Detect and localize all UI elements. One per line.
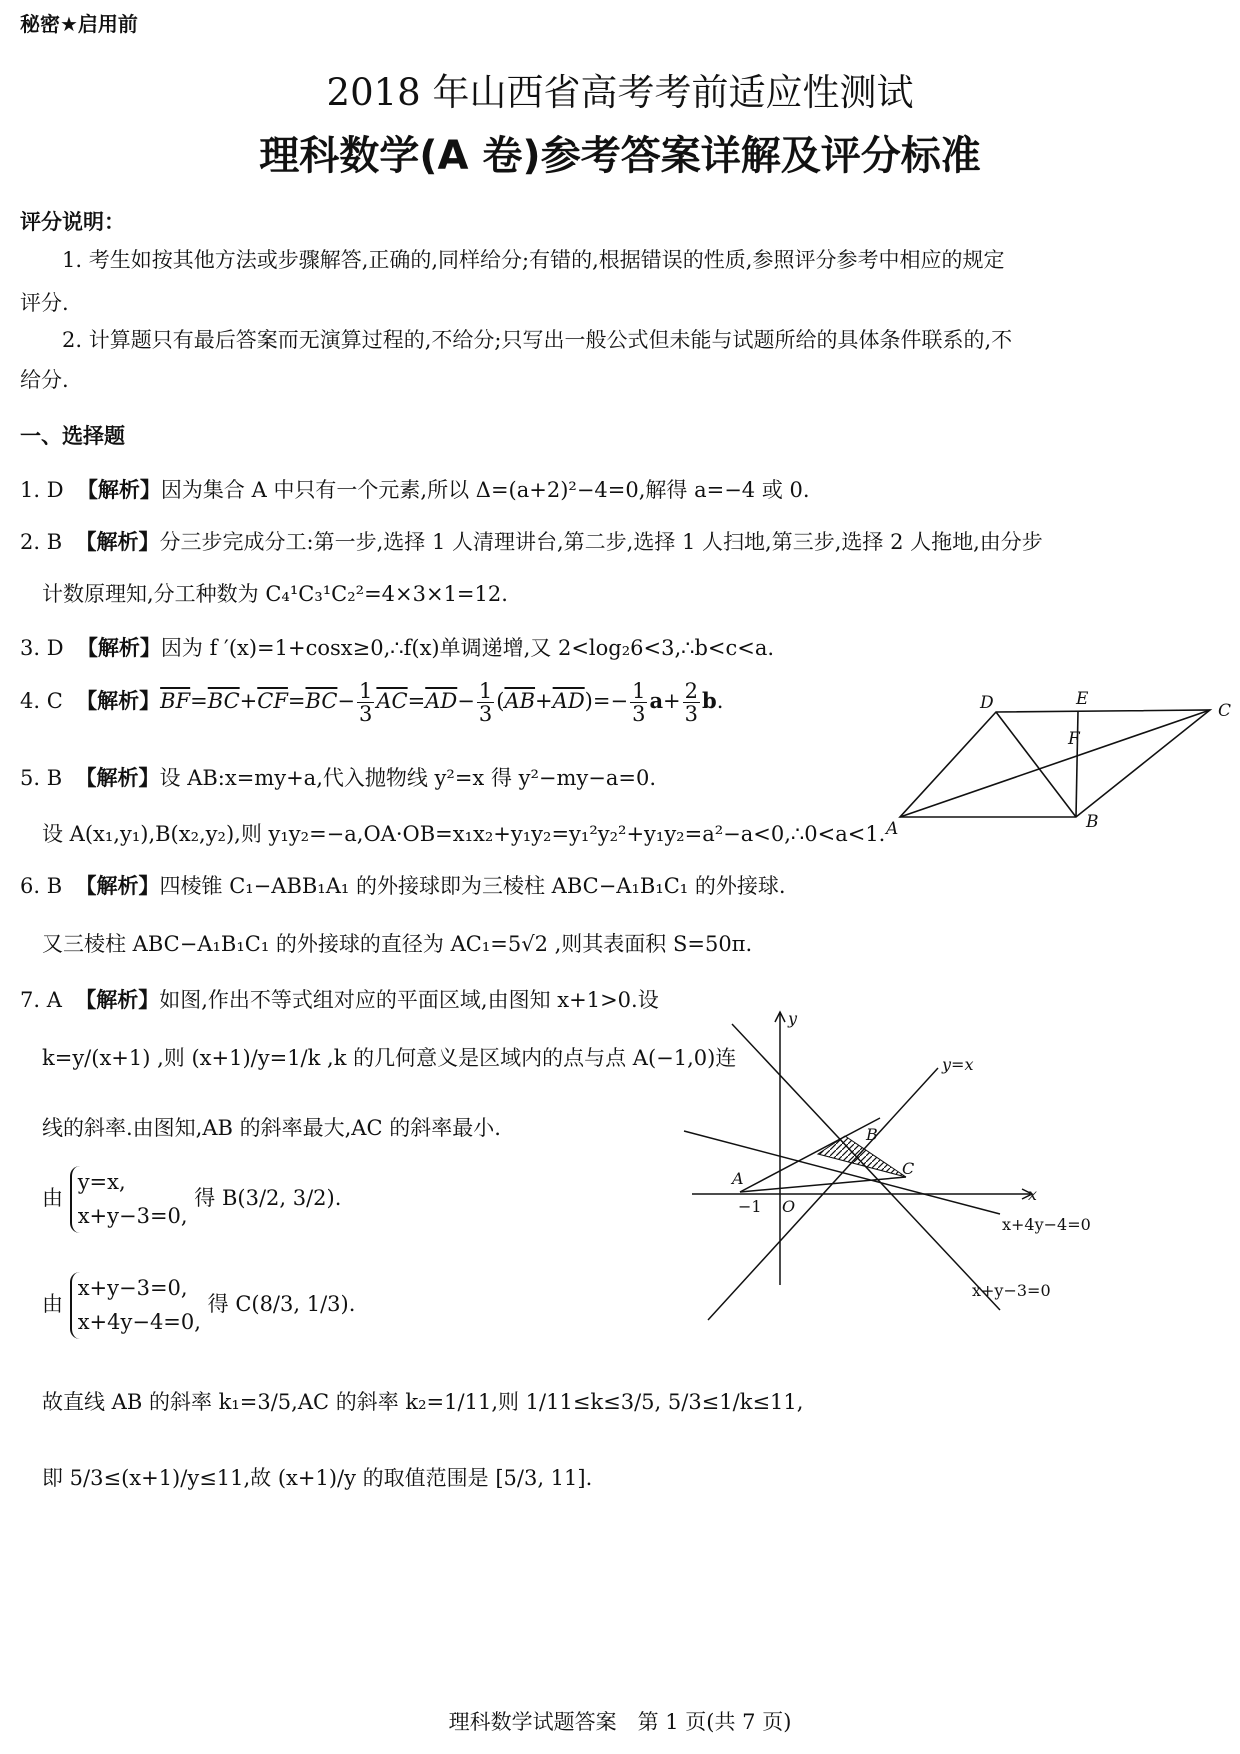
shaded-region: [818, 1136, 906, 1177]
q1-jiexi: 【解析】: [76, 478, 161, 502]
feasible-region-figure: [680, 1000, 1220, 1330]
y-axis-label: y: [788, 1009, 798, 1028]
q6-line2: 又三棱柱 ABC−A₁B₁C₁ 的外接球的直径为 AC₁=5√2 ,则其表面积 S=50π.: [42, 932, 753, 956]
q7-answer: 7. A: [20, 988, 62, 1012]
q7-sys1-eq2: x+y−3=0,: [77, 1203, 188, 1228]
question-7: [20, 984, 659, 1014]
q2-answer: 2. B: [20, 530, 63, 554]
grading-note-1: 1. 考生如按其他方法或步骤解答,正确的,同样给分;有错的,根据错误的性质,参照评分参考中相应的规定: [62, 248, 1005, 272]
q7-line2: k=y/(x+1) ,则 (x+1)/y=1/k ,k 的几何意义是区域内的点与点 A(−1,0)连: [42, 1046, 737, 1070]
point-b-label: B: [866, 1125, 878, 1144]
point-a-label: A: [732, 1169, 744, 1188]
q2-line2: 计数原理知,分工种数为 C₄¹C₃¹C₂²=4×3×1=12.: [42, 582, 508, 606]
q6-answer: 6. B: [20, 874, 63, 898]
q7-final: 即 5/3≤(x+1)/y≤11,故 (x+1)/y 的取值范围是 [5/3, 11].: [42, 1466, 593, 1490]
line-x4y-label: x+4y−4=0: [1002, 1215, 1091, 1234]
segment-db: [996, 712, 1076, 817]
q1-text: 因为集合 A 中只有一个元素,所以 Δ=(a+2)²−4=0,解得 a=−4 或 0.: [160, 478, 810, 502]
question-2: [20, 526, 1043, 556]
q3-jiexi: 【解析】: [76, 636, 161, 660]
q1-answer: 1. D: [20, 478, 64, 502]
section-heading-choice: 一、选择题: [20, 424, 125, 448]
question-1: [20, 474, 810, 504]
q3-text: 因为 f ′(x)=1+cosx≥0,∴f(x)单调递增,又 2<log₂6<3,∴b<c<a.: [160, 636, 775, 660]
q7-sys2-eq1: x+y−3=0,: [77, 1276, 188, 1300]
q7-system-c-brace: [70, 1272, 201, 1339]
q7-jiexi: 【解析】: [75, 988, 160, 1012]
q6-jiexi: 【解析】: [75, 874, 160, 898]
q5-answer: 5. B: [20, 766, 63, 790]
question-3: [20, 632, 774, 662]
question-5: [20, 762, 656, 792]
label-a: A: [886, 819, 899, 839]
grading-note-2: 2. 计算题只有最后答案而无演算过程的,不给分;只写出一般公式但未能与试题所给的具体条件联系的,不: [62, 328, 1013, 352]
line-yx-label: y=x: [942, 1055, 974, 1074]
q4-jiexi: 【解析】: [76, 689, 161, 714]
label-e: E: [1076, 689, 1089, 709]
x-axis-label: x: [1028, 1185, 1038, 1204]
q3-answer: 3. D: [20, 636, 64, 660]
q2-jiexi: 【解析】: [75, 530, 160, 554]
q7-slopes: 故直线 AB 的斜率 k₁=3/5,AC 的斜率 k₂=1/11,则 1/11≤k≤3/5, 5/3≤1/k≤11,: [42, 1390, 804, 1414]
q7-sys1-eq1: y=x,: [77, 1170, 126, 1194]
q6-line1: 四棱锥 C₁−ABB₁A₁ 的外接球即为三棱柱 ABC−A₁B₁C₁ 的外接球.: [159, 874, 786, 898]
q4-formula: $\overline{BF}=\overline{BC}+\overline{CF}=\overline{BC}-$ $\frac{1}{3}$ $\overline{AC}=\overline{AD}-$ $\frac{1}{3}$ $(\overline{AB}+\overline{AD})=-$ $\frac{1}{3}$ a+ $\frac{2}{3}$ b.: [160, 679, 724, 727]
q5-line2: 设 A(x₁,y₁),B(x₂,y₂),则 y₁y₂=−a,OA·OB=x₁x₂+y₁y₂=y₁²y₂²+y₁y₂=a²−a<0,∴0<a<1.: [42, 822, 886, 846]
q5-jiexi: 【解析】: [75, 766, 160, 790]
parallelogram-figure: [880, 680, 1240, 840]
q7-line3: 线的斜率.由图知,AB 的斜率最大,AC 的斜率最小.: [42, 1116, 501, 1140]
label-b: B: [1086, 812, 1099, 832]
grading-notes-heading: 评分说明：: [20, 210, 125, 234]
q7-line1: 如图,作出不等式组对应的平面区域,由图知 x+1>0.设: [159, 988, 659, 1012]
grading-note-2-cont: 给分.: [20, 368, 69, 392]
q7-system-b: 由 y=x, x+y−3=0, 得 B(3/2, 3/2).: [42, 1166, 341, 1233]
segment-be: [1076, 711, 1078, 817]
q7-sys2-eq2: x+4y−4=0,: [77, 1309, 201, 1334]
q7-result-b: 得 B(3/2, 3/2).: [194, 1186, 342, 1211]
q5-line1: 设 AB:x=my+a,代入抛物线 y²=x 得 y²−my−a=0.: [159, 766, 657, 790]
question-4: [20, 680, 723, 725]
page-subtitle: 理科数学(A 卷)参考答案详解及评分标准: [259, 133, 981, 179]
grading-note-1-cont: 评分.: [20, 291, 69, 315]
label-f: F: [1068, 729, 1080, 749]
line-xy3-label: x+y−3=0: [972, 1281, 1051, 1300]
page-footer: 理科数学试题答案 第 1 页(共 7 页): [448, 1710, 792, 1734]
question-6: [20, 870, 786, 900]
q7-result-c: 得 C(8/3, 1/3).: [207, 1292, 356, 1317]
label-c: C: [1218, 701, 1232, 721]
origin-label: O: [782, 1197, 796, 1216]
q4-answer: 4. C: [20, 689, 63, 714]
page-title: 2018 年山西省高考考前适应性测试: [326, 71, 914, 114]
label-d: D: [980, 693, 994, 713]
tick-neg1-label: −1: [738, 1197, 762, 1216]
point-c-label: C: [902, 1159, 915, 1178]
q7-system-c: 由 x+y−3=0, x+4y−4=0, 得 C(8/3, 1/3).: [42, 1272, 355, 1339]
q7-system-b-brace: [70, 1166, 188, 1233]
q2-line1: 分三步完成分工:第一步,选择 1 人清理讲台,第二步,选择 1 人扫地,第三步,选择 2 人拖地,由分步: [159, 530, 1043, 554]
confidential-mark: 秘密★启用前: [20, 12, 138, 36]
segment-ac: [900, 710, 1210, 817]
